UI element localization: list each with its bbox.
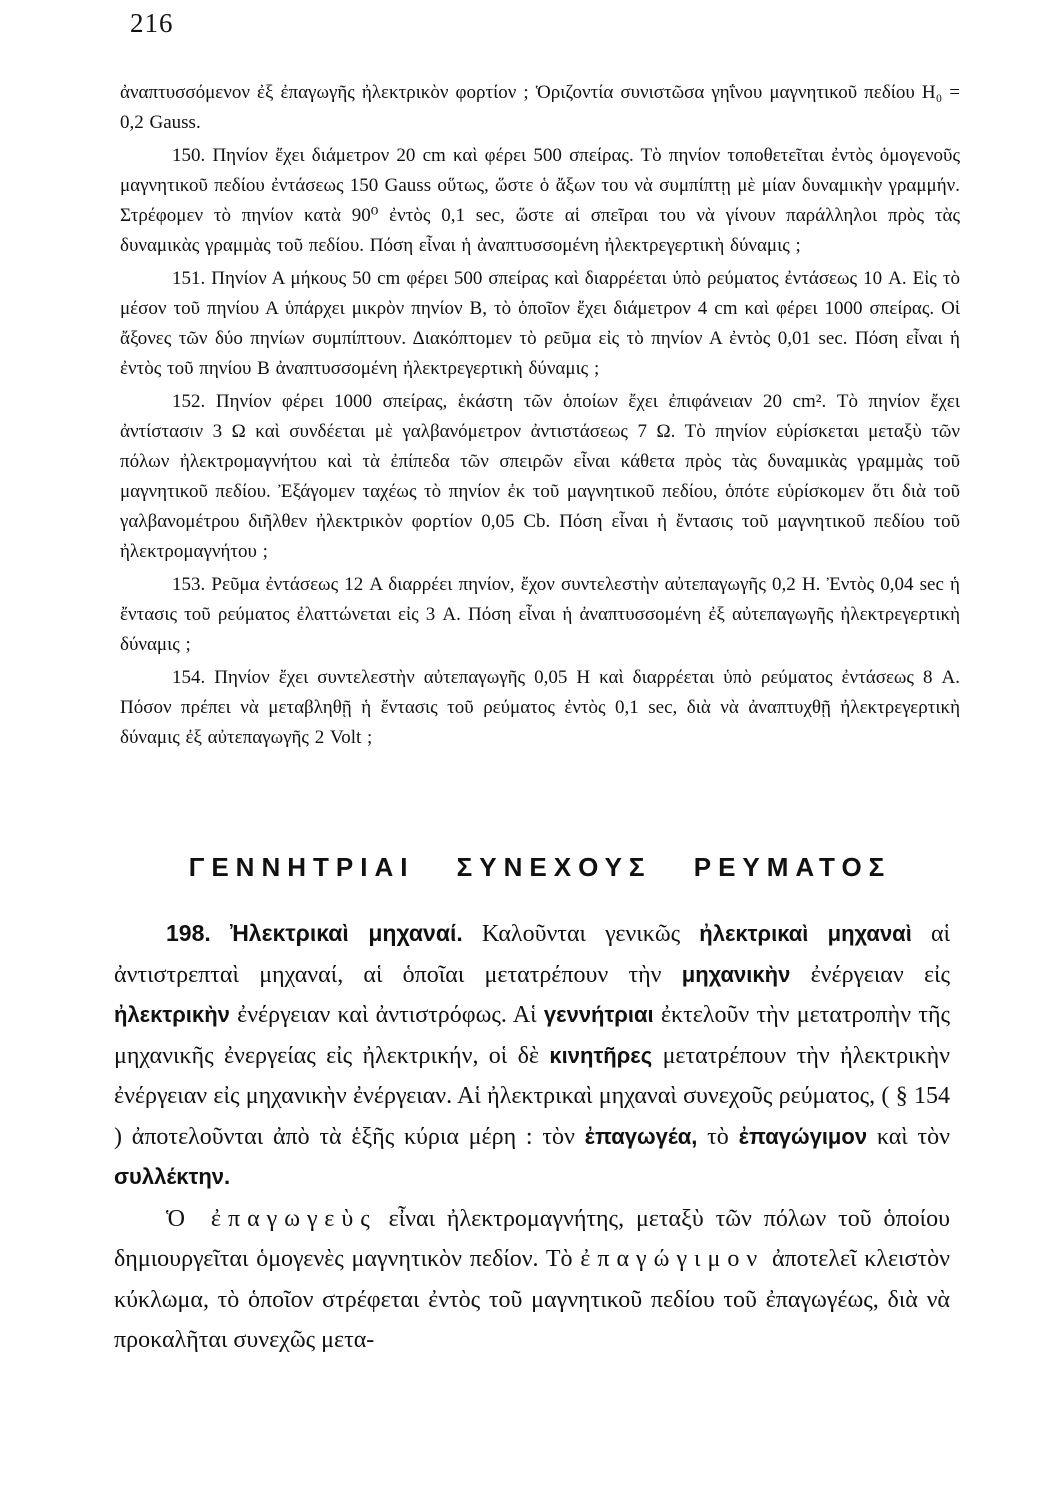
text-run: ἀποτελεῖ κλειστὸν κύκλωμα, τὸ ὁποῖον στρέφεται ἐντὸς τοῦ μαγνητικοῦ πεδίου τοῦ ἐπαγωγέως, διὰ νὰ προκαλῆται συνεχῶς μετα- <box>114 1246 950 1353</box>
section-body <box>114 913 950 1361</box>
paragraph-electric-machines <box>114 913 950 1198</box>
text-run: ἐκτελοῦν τὴν μετατροπὴν τῆς μηχανικῆς ἐνεργείας εἰς ἠλεκτρικήν, οἱ δὲ <box>114 1002 950 1069</box>
exercise-150: 150. Πηνίον ἔχει διάμετρον 20 cm καὶ φέρει 500 σπείρας. Τὸ πηνίον τοποθετεῖται ἐντὸς ὁμογενοῦς μαγνητικοῦ πεδίου ἐντάσεως 150 Gauss οὕτως, ὥστε ὁ ἄξων του νὰ συμπίπτῃ μὲ μίαν δυναμικὴν γραμμήν. Στρέφομεν τὸ πηνίον κατὰ 90⁰ ἐντὸς 0,1 sec, ὥστε αἱ σπεῖραι του νὰ γίνουν παράλληλοι πρὸς τὰς δυναμικὰς γραμμὰς τοῦ πεδίου. Πόση εἶναι ἡ ἀναπτυσσομένη ἠλεκτρεγερτικὴ δύναμις ; <box>120 145 960 256</box>
bold-term: μηχανικὴν <box>681 961 791 987</box>
text-run: τὸ <box>697 1123 739 1150</box>
bold-term: κινητῆρες <box>549 1042 653 1068</box>
bold-term: ἐπαγωγέα, <box>584 1123 698 1149</box>
text-run: καὶ τὸν <box>867 1123 950 1150</box>
spaced-term: Ὁ ἐπαγωγεὺς <box>166 1205 377 1232</box>
text-run: εἶναι ἠλεκτρομαγνήτης, μεταξὺ τῶν πόλων τοῦ ὁποίου δημιουργεῖται ὁμογενὲς μαγνητικὸν πεδίον. Τὸ <box>114 1205 950 1272</box>
text-run: Καλοῦνται γενικῶς <box>462 921 700 947</box>
section-heading: Ἠλεκτρικαὶ μηχαναί. <box>229 920 463 946</box>
exercise-152: 152. Πηνίον φέρει 1000 σπείρας, ἑκάστη τῶν ὁποίων ἔχει ἐπιφάνειαν 20 cm². Τὸ πηνίον ἔχει ἀντίστασιν 3 Ω καὶ συνδέεται μὲ γαλβανόμετρον ἀντιστάσεως 7 Ω. Τὸ πηνίον εὑρίσκεται μεταξὺ τῶν πόλων ἠλεκτρομαγνήτου καὶ τὰ ἐπίπεδα τῶν σπειρῶν εἶναι κάθετα πρὸς τὰς δυναμικὰς γραμμὰς τοῦ μαγνητικοῦ πεδίου. Ἐξάγομεν ταχέως τὸ πηνίον ἐκ τοῦ μαγνητικοῦ πεδίου, ὁπότε εὑρίσκομεν ὅτι διὰ τοῦ γαλβανομέτρου διῆλθεν ἠλεκτρικὸν φορτίον 0,05 Cb. Πόση εἶναι ἡ ἔντασις τοῦ μαγνητικοῦ πεδίου τοῦ ἠλεκτρομαγνήτου ; <box>120 391 960 562</box>
exercise-154: 154. Πηνίον ἔχει συντελεστὴν αὐτεπαγωγῆς 0,05 H καὶ διαρρέεται ὑπὸ ρεύματος ἐντάσεως 8 A. Πόσον πρέπει νὰ μεταβληθῇ ἡ ἔντασις τοῦ ρεύματος ἐντὸς 0,1 sec, διὰ νὰ ἀναπτυχθῇ ἠλεκτρεγερτικὴ δύναμις ἐξ αὐτεπαγωγῆς 2 Volt ; <box>120 667 960 748</box>
exercise-151: 151. Πηνίον Α μήκους 50 cm φέρει 500 σπείρας καὶ διαρρέεται ὑπὸ ρεύματος ἐντάσεως 10 A. Εἰς τὸ μέσον τοῦ πηνίου Α ὑπάρχει μικρὸν πηνίον Β, τὸ ὁποῖον ἔχει διάμετρον 4 cm καὶ φέρει 1000 σπείρας. Οἱ ἄξονες τῶν δύο πηνίων συμπίπτουν. Διακόπτομεν τὸ ρεῦμα εἰς τὸ πηνίον Α ἐντὸς 0,01 sec. Πόση εἶναι ἡ ἐντὸς τοῦ πηνίου Β ἀναπτυσσομένη ἠλεκτρεγερτικὴ δύναμις ; <box>120 268 960 379</box>
text-run: αἱ ἀντιστρεπταὶ μηχαναί, αἱ ὁποῖαι μετατρέπουν τὴν <box>114 921 951 988</box>
bold-term: γεννήτριαι <box>543 1002 654 1027</box>
exercise-list <box>120 78 960 753</box>
spaced-term: ἐπαγώγιμον <box>580 1246 765 1272</box>
exercise-153: 153. Ρεῦμα ἐντάσεως 12 A διαρρέει πηνίον, ἔχον συντελεστὴν αὐτεπαγωγῆς 0,2 H. Ἐντὸς 0,04 sec ἡ ἔντασις τοῦ ρεύματος ἐλαττώνεται εἰς 3 A. Πόση εἶναι ἡ ἀναπτυσσομένη ἐξ αὐτεπαγωγῆς ἠλεκτρεγερτικὴ δύναμις ; <box>120 574 960 655</box>
bold-term: ἠλεκτρικὴν <box>114 1002 230 1027</box>
section-number: 198. <box>166 920 211 946</box>
bold-term: ἐπαγώγιμον <box>738 1123 868 1149</box>
page-number: 216 <box>130 8 174 38</box>
paragraph-inductor <box>114 1199 950 1361</box>
bold-term: συλλέκτην. <box>114 1164 231 1189</box>
section-title: ΓΕΝΝΗΤΡΙΑΙ ΣΥΝΕΧΟΥΣ ΡΕΥΜΑΤΟΣ <box>188 852 892 882</box>
bold-term: ἠλεκτρικαὶ μηχαναὶ <box>699 921 912 946</box>
text-run: ἐνέργειαν εἰς <box>790 961 950 988</box>
exercise-continuation: ἀναπτυσσόμενον ἐξ ἐπαγωγῆς ἠλεκτρικὸν φορτίον ; Ὁριζοντία συνιστῶσα γηΐνου μαγνητικοῦ πεδίου H₀ = 0,2 Gauss. <box>120 82 960 133</box>
text-run: ἐνέργειαν καὶ ἀντιστρόφως. Αἱ <box>229 1002 544 1028</box>
text-run: μετατρέπουν τὴν ἠλεκτρικὴν ἐνέργειαν εἰς μηχανικὴν ἐνέργειαν. Αἱ ἠλεκτρικαὶ μηχαναὶ συνεχοῦς ρεύματος, ( § 154 ) ἀποτελοῦνται ἀπὸ τὰ ἑξῆς κύρια μέρη : τὸν <box>114 1042 950 1150</box>
